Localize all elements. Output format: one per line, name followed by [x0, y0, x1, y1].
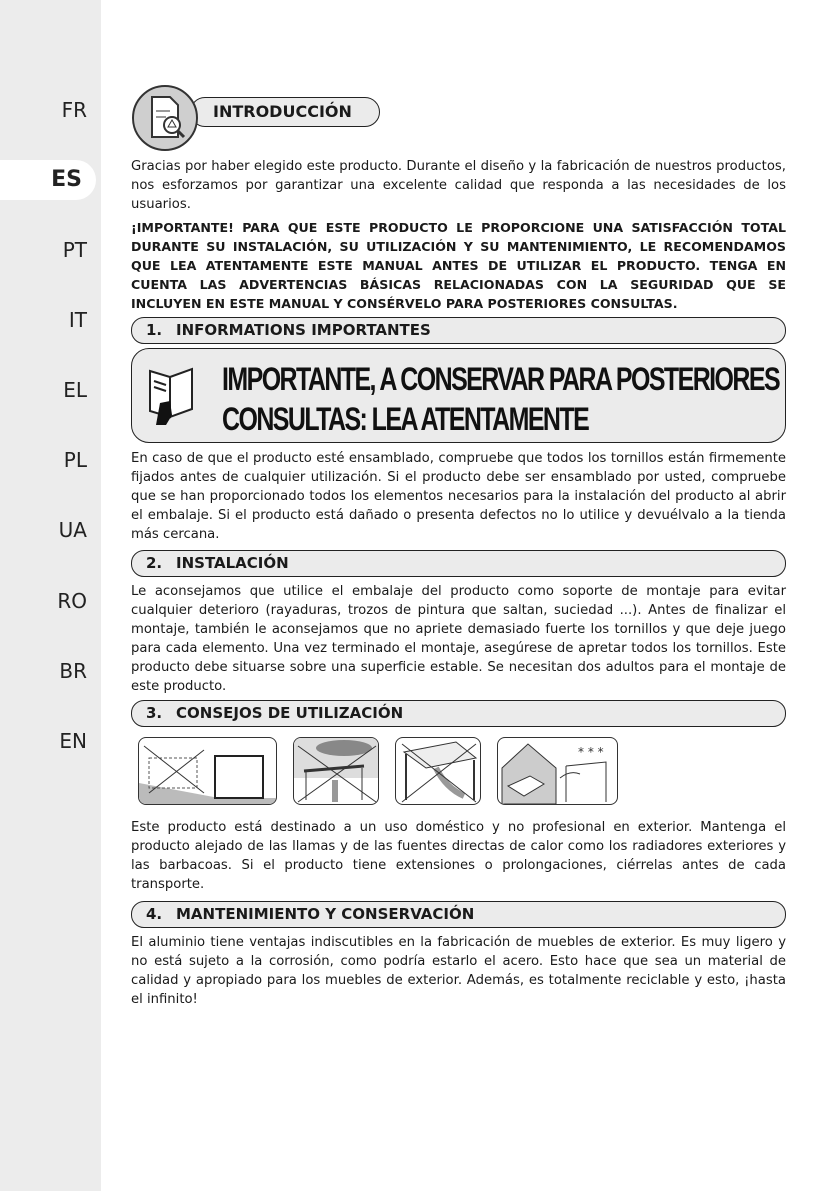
lang-tab-el[interactable]: EL	[63, 378, 87, 402]
section-3-text: Este producto está destinado a un uso doméstico y no profesional en exterior. Mantenga el producto alejado de las llamas y de las fuentes directas de calor como los radiadores exteriores y las barbacoas. Si el producto tiene extensiones o prolongaciones, ciérrelas antes de cada transporte.	[131, 820, 786, 892]
lang-tab-pt[interactable]: PT	[62, 238, 87, 262]
lang-tab-en[interactable]: EN	[59, 729, 87, 753]
important-banner-text	[222, 359, 779, 439]
lang-tab-fr[interactable]: FR	[61, 98, 87, 122]
section-2-heading	[131, 550, 786, 577]
important-banner	[131, 348, 786, 443]
section-number: 4.	[146, 905, 163, 923]
no-hanging-icon	[395, 737, 481, 805]
section-title: MANTENIMIENTO Y CONSERVACIÓN	[176, 905, 475, 923]
section-number: 2.	[146, 554, 163, 572]
section-1-heading	[131, 317, 786, 344]
section-number: 1.	[146, 321, 163, 339]
svg-text:* * *: * * *	[578, 745, 604, 759]
section-1-text: En caso de que el producto esté ensamblado, compruebe que todos los tornillos están firmemente fijados antes de cualquier utilización. Si el producto debe ser ensamblado por usted, compruebe que se han proporcionado todos los elementos necesarios para la instalación del producto al abrir el embalaje. Si el producto está dañado o presenta defectos no lo utilice y devuélvalo a la tienda más cercana.	[131, 451, 786, 542]
document-warning-icon	[132, 85, 198, 151]
lang-tab-br[interactable]: BR	[59, 659, 87, 683]
intro-heading: INTRODUCCIÓN	[190, 97, 380, 127]
section-number: 3.	[146, 704, 163, 722]
lang-tab-ro[interactable]: RO	[57, 589, 87, 613]
no-storm-icon	[293, 737, 379, 805]
lang-tab-es[interactable]: ES	[0, 160, 96, 200]
store-in-winter-icon	[497, 737, 618, 805]
section-title: INFORMATIONS IMPORTANTES	[176, 321, 431, 339]
intro-paragraph: Gracias por haber elegido este producto. Durante el diseño y la fabricación de nuestros productos, nos esforzamos por garantizar una excelente calidad que responda a las necesidades de los usuarios.	[131, 159, 786, 212]
read-manual-icon	[144, 363, 202, 433]
lang-tab-it[interactable]: IT	[68, 308, 87, 332]
section-2-text: Le aconsejamos que utilice el embalaje del producto como soporte de montaje para evitar cualquier deterioro (rayaduras, trozos de pintura que saltan, suciedad ...). Antes de finalizar el montaje, también le aconsejamos que no apriete demasiado fuerte los tornillos y que deje juego para cada elemento. Una vez terminado el montaje, asegúrese de apretar todos los tornillos. Este producto debe situarse sobre una superficie estable. Se necesitan dos adultos para el montaje de este producto.	[131, 584, 786, 694]
banner-line: IMPORTANTE, A CONSERVAR PARA POSTERIORES	[222, 361, 780, 397]
intro-important-notice: ¡IMPORTANTE! PARA QUE ESTE PRODUCTO LE PROPORCIONE UNA SATISFACCIÓN TOTAL DURANTE SU INSTALACIÓN, SU UTILIZACIÓN Y SU MANTENIMIENTO, LE RECOMENDAMOS QUE LEA ATENTAMENTE ESTE MANUAL ANTES DE UTILIZAR EL PRODUCTO. TENGA EN CUENTA LAS ADVERTENCIAS BÁSICAS RELACIONADAS CON LA SEGURIDAD QUE SE INCLUYEN EN ESTE MANUAL Y CONSÉRVELO PARA POSTERIORES CONSULTAS.	[131, 220, 786, 311]
lang-tab-ua[interactable]: UA	[58, 518, 87, 542]
section-3-heading	[131, 700, 786, 727]
section-title: CONSEJOS DE UTILIZACIÓN	[176, 704, 404, 722]
section-4-text: El aluminio tiene ventajas indiscutibles en la fabricación de muebles de exterior. Es muy ligero y no está sujeto a la corrosión, como podría estarlo el acero. Esto hace que sea un material de calidad y apropiado para los muebles de exterior. Además, es totalmente reciclable y esto, ¡hasta el infinito!	[131, 935, 786, 1007]
language-sidebar	[0, 0, 101, 1191]
section-title: INSTALACIÓN	[176, 554, 289, 572]
no-uneven-ground-icon	[138, 737, 277, 805]
banner-line: CONSULTAS: LEA ATENTAMENTE	[222, 401, 589, 437]
section-4-heading	[131, 901, 786, 928]
lang-tab-pl[interactable]: PL	[63, 448, 87, 472]
